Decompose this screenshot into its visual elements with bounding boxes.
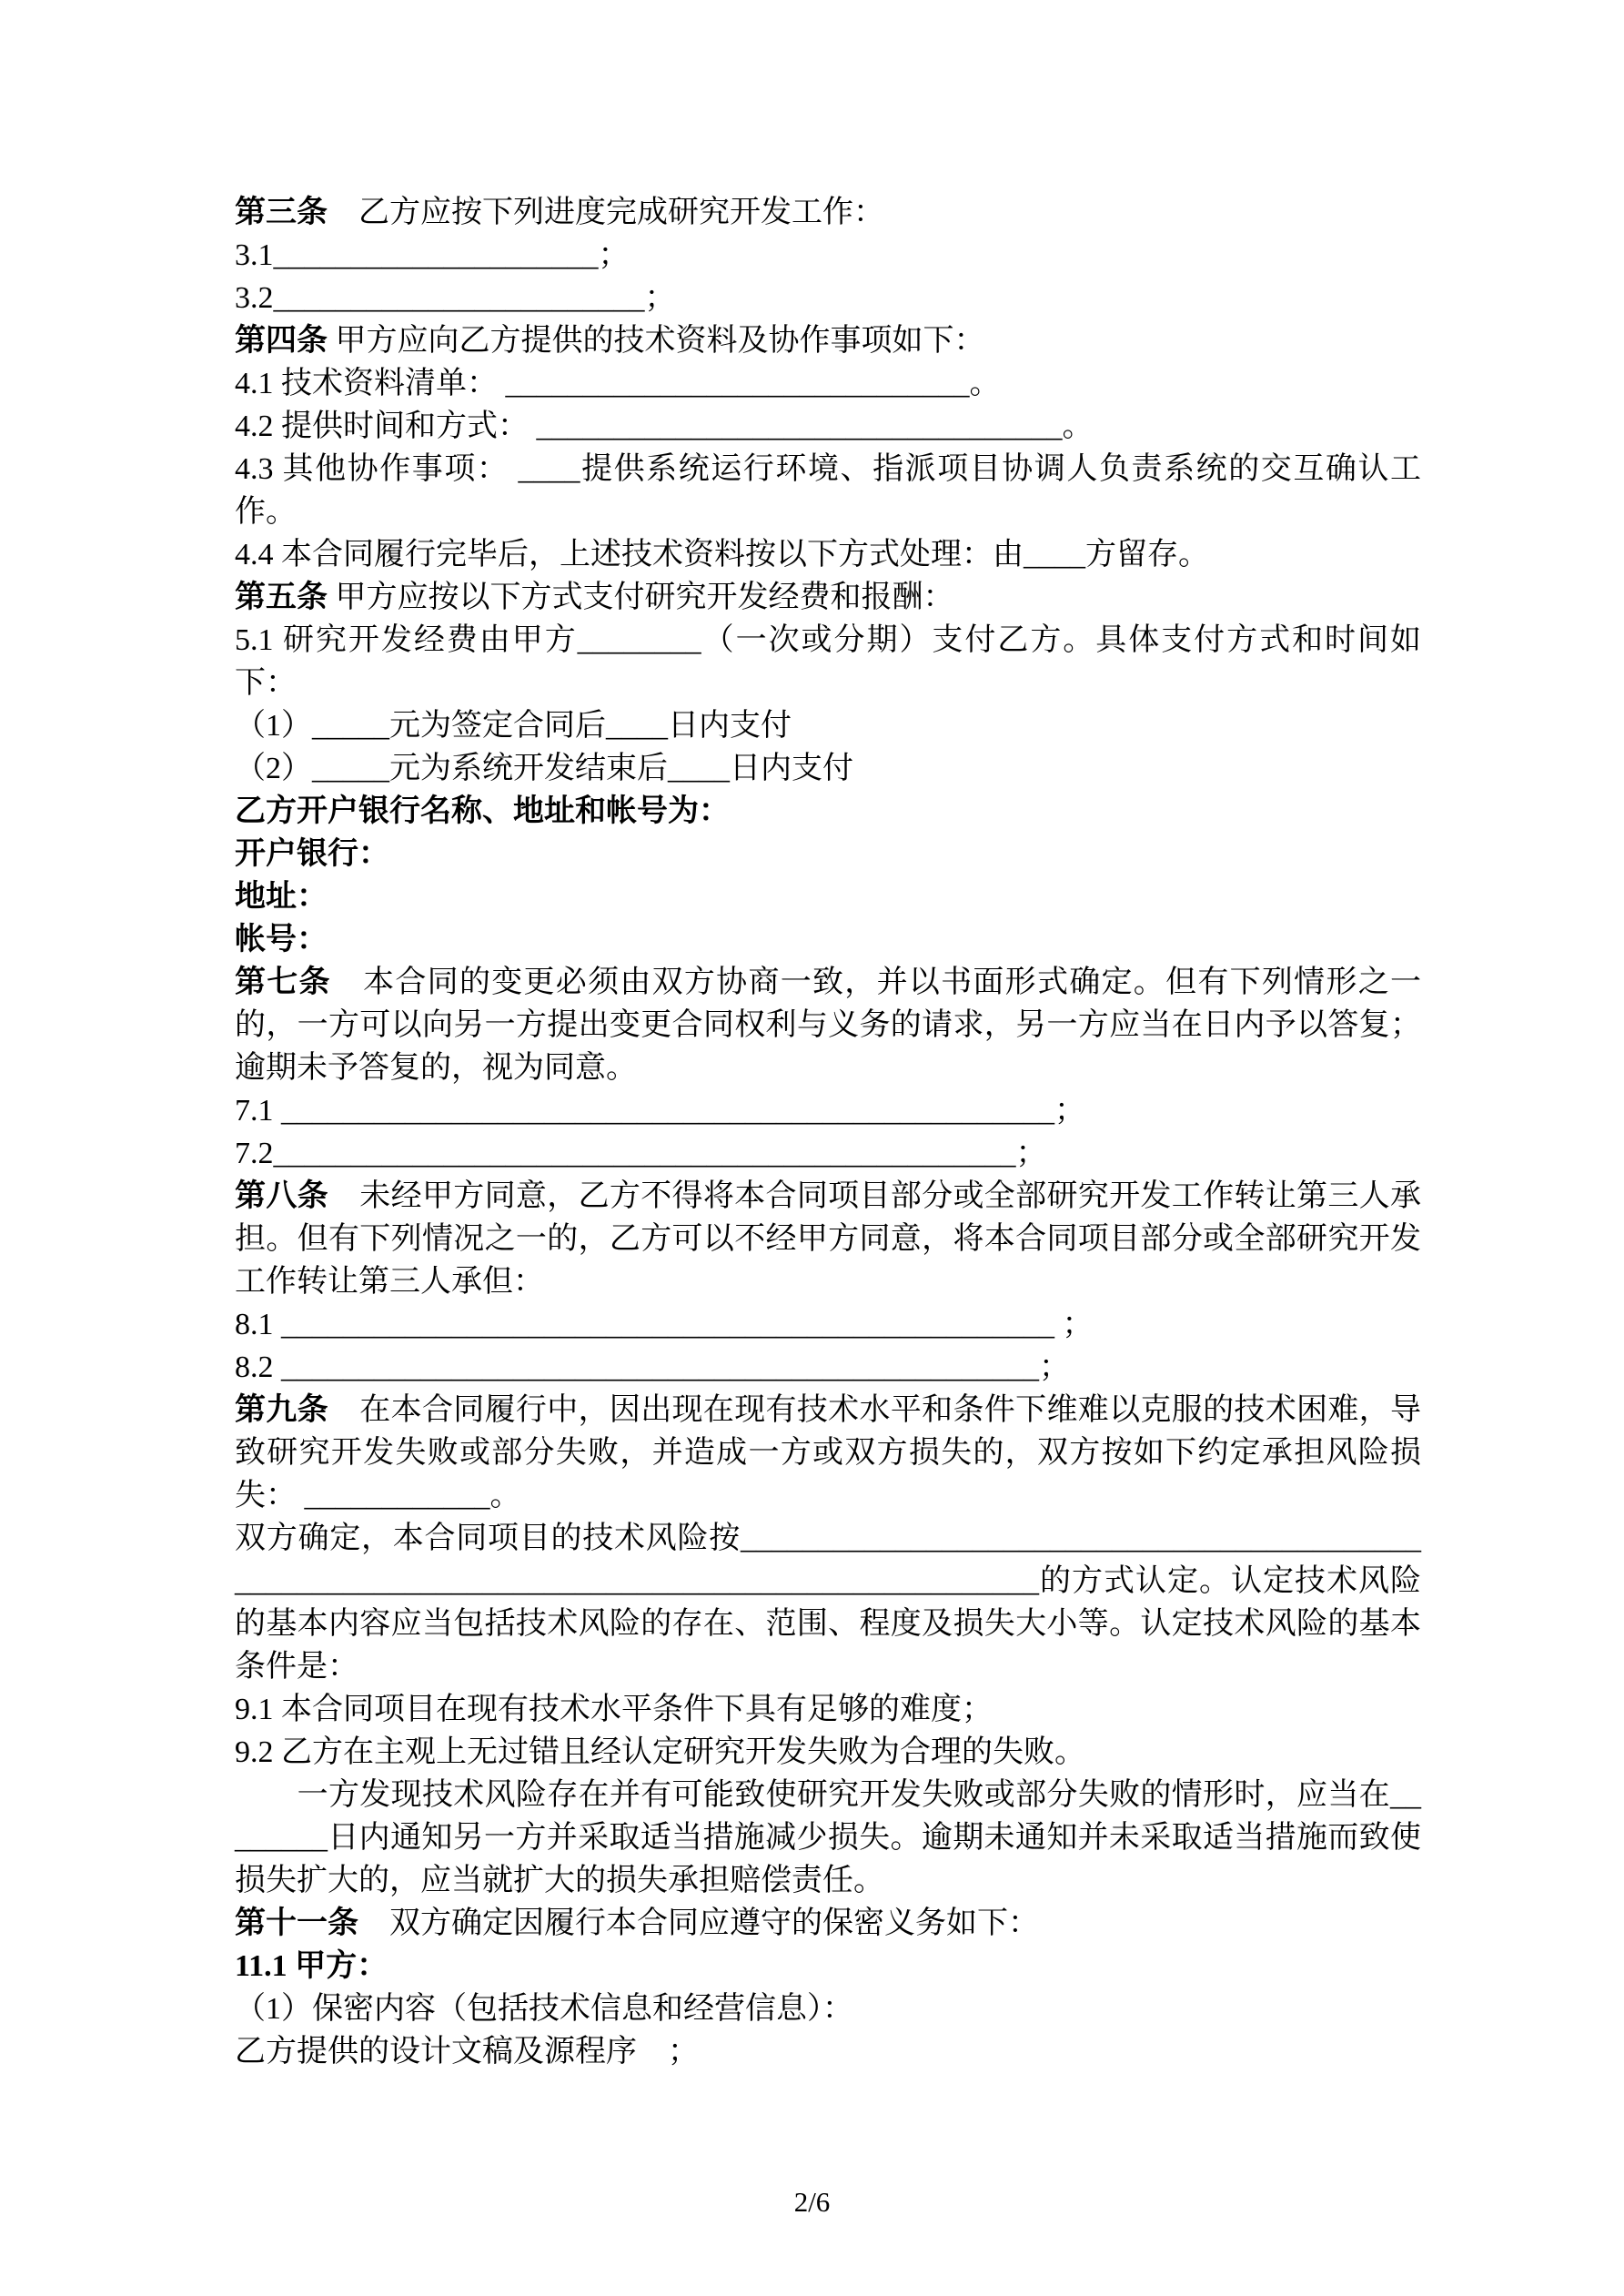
page-number: 2/6 xyxy=(793,2186,831,2218)
item-3-1-text: 3.1_____________________； xyxy=(235,238,630,272)
payment-term-2 xyxy=(235,747,1421,790)
item-3-2-text: 3.2________________________； xyxy=(235,281,676,315)
item-9-1 xyxy=(235,1688,1421,1731)
confidential-scope-text: 乙方提供的设计文稿及源程序 ； xyxy=(235,2035,699,2068)
item-4-1-text: 4.1 技术资料清单： ______________________________。 xyxy=(235,367,1001,400)
confidential-scope xyxy=(235,2030,1421,2073)
clause-11-label: 第十一条 xyxy=(235,1907,358,1940)
item-9-2-text: 9.2 乙方在主观上无过错且经认定研究开发失败为合理的失败。 xyxy=(235,1735,1085,1769)
item-4-2 xyxy=(235,405,1421,448)
clause-3 xyxy=(235,191,1421,234)
bank-account-label-text: 帐号： xyxy=(235,923,328,956)
clause-11 xyxy=(235,1902,1421,1945)
bank-address-label-text: 地址： xyxy=(235,880,328,914)
item-11-1 xyxy=(235,1945,1421,1988)
clause-7-label: 第七条 xyxy=(235,966,331,999)
contract-body xyxy=(235,191,1421,2073)
clause-5-text: 甲方应按以下方式支付研究开发经费和报酬： xyxy=(328,581,954,614)
risk-notice-text: 一方发现技术风险存在并有可能致使研究开发失败或部分失败的情形时，应当在________日内通知另一方并采取适当措施减少损失。逾期未通知并未采取适当措施而致使损失扩大的，应当就扩大的损失承担赔偿责任。 xyxy=(235,1778,1421,1897)
item-4-2-text: 4.2 提供时间和方式： __________________________________。 xyxy=(235,410,1094,443)
clause-4-text: 甲方应向乙方提供的技术资料及协作事项如下： xyxy=(328,324,985,358)
confidential-content-text: （1）保密内容（包括技术信息和经营信息）： xyxy=(235,1992,853,2026)
confidential-content xyxy=(235,1988,1421,2030)
clause-4-label: 第四条 xyxy=(235,324,328,358)
item-3-1 xyxy=(235,234,1421,277)
payment-term-1-text: （1）_____元为签定合同后____日内支付 xyxy=(235,709,792,743)
page-footer xyxy=(0,2184,1624,2220)
clause-5-label: 第五条 xyxy=(235,581,328,614)
bank-address-label xyxy=(235,875,1421,918)
item-8-2 xyxy=(235,1346,1421,1389)
bank-name-label-text: 开户银行： xyxy=(235,837,389,871)
item-9-1-text: 9.1 本合同项目在现有技术水平条件下具有足够的难度； xyxy=(235,1693,993,1726)
risk-determination-text: 双方确定，本合同项目的技术风险按________________________________________________________________________________________________的方式认定。认定技术风险的基本内容应当包括技术风险的存在、范围、程度及损失大小等。认定技术风险的基本条件是： xyxy=(235,1522,1421,1684)
clause-9-label: 第九条 xyxy=(235,1393,328,1427)
clause-3-label: 第三条 xyxy=(235,196,328,229)
bank-name-label xyxy=(235,833,1421,875)
item-7-1-text: 7.1 __________________________________________________； xyxy=(235,1094,1085,1128)
item-7-2 xyxy=(235,1132,1421,1175)
item-5-1 xyxy=(235,619,1421,704)
clause-9 xyxy=(235,1389,1421,1517)
item-11-1-text: 11.1 甲方： xyxy=(235,1949,388,1983)
clause-4 xyxy=(235,319,1421,362)
clause-8-text: 未经甲方同意，乙方不得将本合同项目部分或全部研究开发工作转让第三人承担。但有下列情况之一的，乙方可以不经甲方同意，将本合同项目部分或全部研究开发工作转让第三人承但： xyxy=(235,1179,1422,1299)
clause-8 xyxy=(235,1175,1421,1303)
item-8-1 xyxy=(235,1303,1421,1346)
item-7-2-text: 7.2________________________________________________； xyxy=(235,1137,1047,1170)
clause-7-text: 本合同的变更必须由双方协商一致，并以书面形式确定。但有下列情形之一的，一方可以向另一方提出变更合同权利与义务的请求，另一方应当在日内予以答复；逾期未予答复的，视为同意。 xyxy=(235,966,1422,1085)
item-5-1-text: 5.1 研究开发经费由甲方________（一次或分期）支付乙方。具体支付方式和时间如下： xyxy=(235,623,1421,700)
item-3-2 xyxy=(235,277,1421,319)
item-8-1-text: 8.1 __________________________________________________ ； xyxy=(235,1308,1094,1341)
item-4-4 xyxy=(235,533,1421,576)
item-8-2-text: 8.2 _________________________________________________； xyxy=(235,1350,1070,1384)
clause-5 xyxy=(235,576,1421,619)
bank-info-heading xyxy=(235,790,1421,833)
item-7-1 xyxy=(235,1089,1421,1132)
bank-account-label xyxy=(235,918,1421,961)
clause-9-text: 在本合同履行中，因出现在现有技术水平和条件下维难以克服的技术困难，导致研究开发失败或部分失败，并造成一方或双方损失的，双方按如下约定承担风险损失： ____________。 xyxy=(235,1393,1422,1512)
payment-term-1 xyxy=(235,704,1421,747)
item-4-3-text: 4.3 其他协作事项： ____提供系统运行环境、指派项目协调人负责系统的交互确认工作。 xyxy=(235,452,1421,529)
risk-notice xyxy=(235,1774,1421,1902)
clause-7 xyxy=(235,961,1421,1089)
clause-3-text: 乙方应按下列进度完成研究开发工作： xyxy=(328,196,884,229)
item-4-4-text: 4.4 本合同履行完毕后，上述技术资料按以下方式处理：由____方留存。 xyxy=(235,538,1209,571)
item-9-2 xyxy=(235,1731,1421,1774)
item-4-1 xyxy=(235,362,1421,405)
item-4-3 xyxy=(235,448,1421,533)
clause-11-text: 双方确定因履行本合同应遵守的保密义务如下： xyxy=(358,1907,1039,1940)
bank-info-heading-text: 乙方开户银行名称、地址和帐号为： xyxy=(235,794,730,828)
payment-term-2-text: （2）_____元为系统开发结束后____日内支付 xyxy=(235,752,853,785)
clause-8-label: 第八条 xyxy=(235,1179,328,1213)
risk-determination xyxy=(235,1517,1421,1688)
